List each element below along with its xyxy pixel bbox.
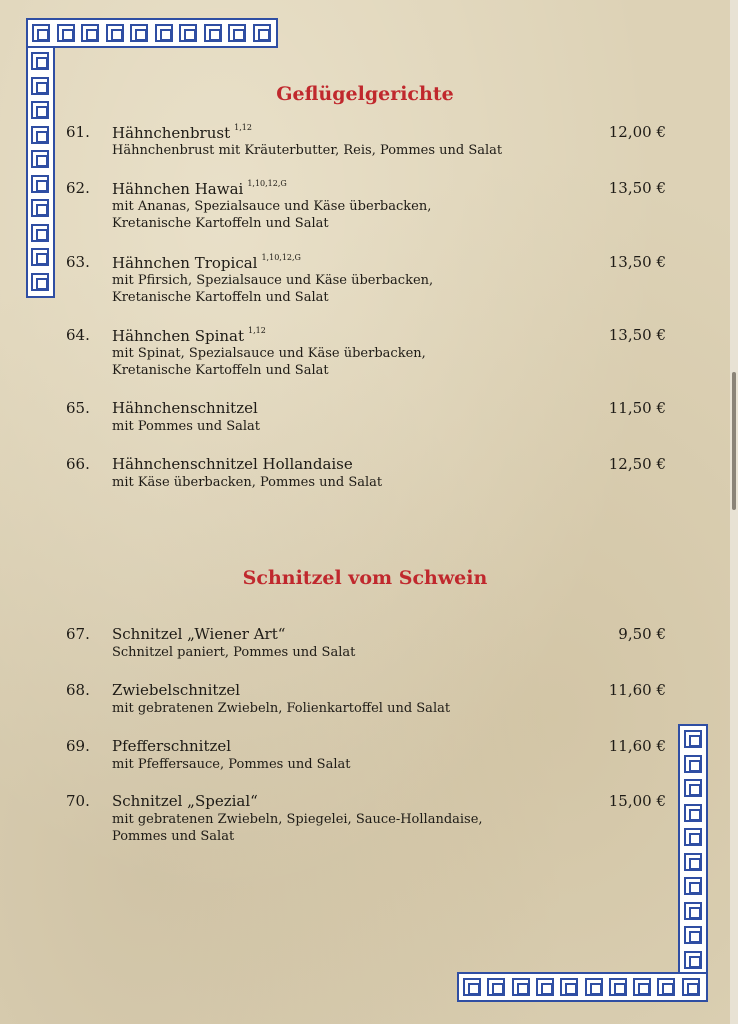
greek-key-square xyxy=(657,978,675,996)
item-description: mit gebratenen Zwiebeln, Folienkartoffel und Salat xyxy=(112,701,451,716)
item-name: Zwiebelschnitzel xyxy=(112,681,241,699)
item-number: 70. xyxy=(66,792,90,810)
item-description: mit Pfeffersauce, Pommes und Salat xyxy=(112,757,351,772)
greek-key-square xyxy=(585,978,603,996)
item-description: mit Pommes und Salat xyxy=(112,419,261,434)
item-name: Schnitzel „Spezial“ xyxy=(112,792,258,810)
greek-key-square xyxy=(31,52,49,70)
item-number: 65. xyxy=(66,399,90,417)
greek-key-square xyxy=(57,24,75,42)
item-description: Schnitzel paniert, Pommes und Salat xyxy=(112,645,356,660)
item-name: Schnitzel „Wiener Art“ xyxy=(112,625,286,643)
greek-key-square xyxy=(31,224,49,242)
item-name: Hähnchenbrust $^{1,12}$ xyxy=(112,123,252,142)
greek-key-square xyxy=(32,24,50,42)
item-description: mit Spinat, Spezialsauce und Käse überbacken, Kretanische Kartoffeln und Salat xyxy=(112,346,426,378)
greek-key-square xyxy=(684,779,702,797)
item-price: 9,50 € xyxy=(618,625,666,643)
greek-key-square xyxy=(31,150,49,168)
greek-key-square xyxy=(684,853,702,871)
item-number: 64. xyxy=(66,326,90,344)
greek-key-square xyxy=(130,24,148,42)
greek-key-square xyxy=(684,951,702,969)
item-number: 66. xyxy=(66,455,90,473)
item-price: 15,00 € xyxy=(608,792,666,810)
greek-key-square xyxy=(536,978,554,996)
greek-key-square xyxy=(684,877,702,895)
item-name: Hähnchenschnitzel Hollandaise xyxy=(112,455,353,473)
greek-key-square xyxy=(204,24,222,42)
item-name: Hähnchen Tropical $^{1,10,12,G}$ xyxy=(112,253,301,272)
item-description: mit Käse überbacken, Pommes und Salat xyxy=(112,475,383,490)
greek-key-square xyxy=(560,978,578,996)
item-description: Hähnchenbrust mit Kräuterbutter, Reis, Pommes und Salat xyxy=(112,143,503,158)
greek-key-square xyxy=(31,199,49,217)
item-description: mit Ananas, Spezialsauce und Käse überbacken, Kretanische Kartoffeln und Salat xyxy=(112,199,432,231)
greek-key-square xyxy=(179,24,197,42)
allergen-codes: 1,12 xyxy=(234,123,252,132)
greek-key-square xyxy=(106,24,124,42)
item-number: 67. xyxy=(66,625,90,643)
allergen-codes: 1,10,12,G xyxy=(247,179,287,188)
item-price: 13,50 € xyxy=(608,326,666,344)
item-price: 11,50 € xyxy=(608,399,666,417)
greek-key-square xyxy=(31,175,49,193)
greek-key-square xyxy=(684,804,702,822)
greek-key-square xyxy=(487,978,505,996)
scrollbar-thumb[interactable] xyxy=(732,372,736,510)
item-number: 61. xyxy=(66,123,90,141)
item-price: 12,50 € xyxy=(608,455,666,473)
greek-key-square xyxy=(684,730,702,748)
item-number: 69. xyxy=(66,737,90,755)
greek-key-square xyxy=(31,248,49,266)
greek-key-square xyxy=(81,24,99,42)
item-price: 13,50 € xyxy=(608,253,666,271)
section-title-pork-schnitzel: Schnitzel vom Schwein xyxy=(242,567,488,589)
greek-key-square xyxy=(253,24,271,42)
allergen-codes: 1,12 xyxy=(248,326,266,335)
item-description: mit Pfirsich, Spezialsauce und Käse überbacken, Kretanische Kartoffeln und Salat xyxy=(112,273,434,305)
greek-key-square xyxy=(682,978,700,996)
item-number: 68. xyxy=(66,681,90,699)
item-name: Pfefferschnitzel xyxy=(112,737,232,755)
greek-key-square xyxy=(31,126,49,144)
scrollbar-track[interactable] xyxy=(730,0,738,1024)
section-title-poultry: Geflügelgerichte xyxy=(276,83,454,105)
greek-key-square xyxy=(684,926,702,944)
greek-key-square xyxy=(633,978,651,996)
item-price: 13,50 € xyxy=(608,179,666,197)
item-name: Hähnchen Hawai $^{1,10,12,G}$ xyxy=(112,179,287,198)
item-number: 63. xyxy=(66,253,90,271)
item-description: mit gebratenen Zwiebeln, Spiegelei, Sauce-Hollandaise, Pommes und Salat xyxy=(112,812,483,844)
item-price: 12,00 € xyxy=(608,123,666,141)
greek-key-square xyxy=(609,978,627,996)
allergen-codes: 1,10,12,G xyxy=(261,253,301,262)
item-name: Hähnchenschnitzel xyxy=(112,399,258,417)
item-price: 11,60 € xyxy=(608,737,666,755)
greek-key-square xyxy=(463,978,481,996)
greek-key-square xyxy=(31,273,49,291)
greek-key-square xyxy=(684,828,702,846)
greek-key-square xyxy=(512,978,530,996)
greek-key-square xyxy=(684,902,702,920)
greek-key-square xyxy=(684,755,702,773)
item-number: 62. xyxy=(66,179,90,197)
greek-key-square xyxy=(228,24,246,42)
item-name: Hähnchen Spinat $^{1,12}$ xyxy=(112,326,266,345)
item-price: 11,60 € xyxy=(608,681,666,699)
greek-key-square xyxy=(155,24,173,42)
